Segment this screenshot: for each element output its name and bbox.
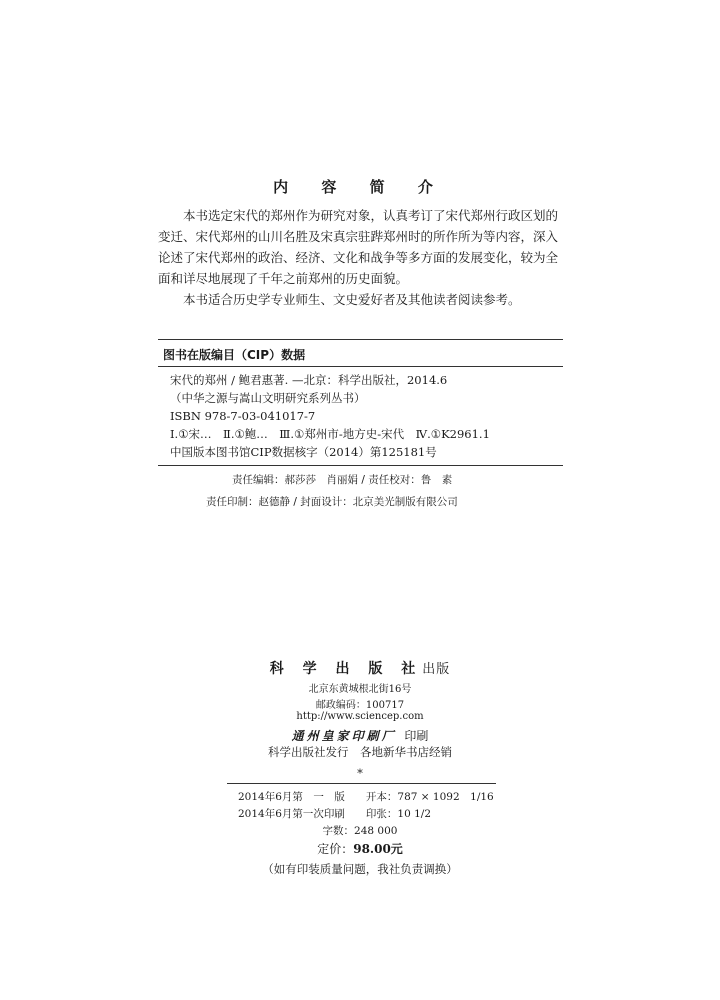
edition-info: 2014年6月第 一 版 开本：787 × 1092 1/16: [238, 791, 494, 803]
quality-notice: （如有印装质量问题，我社负责调换）: [262, 862, 458, 876]
summary-line: 变迁、宋代郑州的山川名胜及宋真宗驻跸郑州时的所作所为等内容，深入: [158, 229, 559, 244]
cip-line-classification: Ⅰ.①宋… Ⅱ.①鲍… Ⅲ.①郑州市-地方史-宋代 Ⅳ.①K2961.1: [170, 427, 490, 441]
printer-name: 通州皇家印刷厂: [291, 729, 397, 743]
summary-line: 本书适合历史学专业师生、文史爱好者及其他读者阅读参考。: [183, 292, 521, 307]
summary-line: 面和详尽地展现了千年之前郑州的历史面貌。: [158, 271, 409, 286]
cip-bottom-rule: [158, 465, 563, 466]
production-credits: 责任印制：赵德静 / 封面设计：北京美光制版有限公司: [206, 496, 458, 508]
cip-top-rule: [158, 339, 563, 340]
publisher-role: 出版: [422, 662, 451, 677]
cip-line-record-number: 中国版本图书馆CIP数据核字（2014）第125181号: [170, 445, 437, 459]
separator-star: *: [357, 766, 363, 780]
word-count: 字数：248 000: [322, 825, 398, 837]
summary-paragraph-1: [158, 205, 563, 289]
price-value: 98.00元: [353, 842, 403, 856]
cip-heading-rule: [158, 366, 563, 367]
printer-role: 印刷: [404, 729, 429, 743]
summary-line: 论述了宋代郑州的政治、经济、文化和战争等多方面的发展变化，较为全: [158, 250, 559, 265]
postcode: 邮政编码：100717: [315, 700, 405, 711]
distribution: 科学出版社发行 各地新华书店经销: [268, 745, 452, 759]
publisher-line: [0, 658, 720, 678]
editor-credits: 责任编辑：郝莎莎 肖丽娟 / 责任校对：鲁 素: [232, 474, 453, 486]
cip-line-title: 宋代的郑州 / 鲍君惠著. —北京：科学出版社，2014.6: [170, 373, 448, 387]
printer-line: [0, 727, 720, 744]
cip-heading: 图书在版编目（CIP）数据: [163, 348, 306, 362]
summary-line: 本书选定宋代的郑州作为研究对象，认真考订了宋代郑州行政区划的: [183, 208, 559, 223]
cip-line-series: （中华之源与嵩山文明研究系列丛书）: [170, 391, 366, 405]
price: [0, 840, 720, 857]
publisher-name: 科 学 出 版 社: [269, 661, 423, 677]
summary-title: 内 容 简 介: [273, 178, 447, 196]
website: http://www.sciencep.com: [296, 711, 424, 722]
publisher-address: 北京东黄城根北街16号: [308, 684, 412, 695]
imprint-rule: [227, 783, 496, 784]
cip-line-isbn: ISBN 978-7-03-041017-7: [170, 409, 316, 423]
summary-paragraph-2: [158, 289, 563, 310]
printing-info: 2014年6月第一次印刷 印张：10 1/2: [238, 808, 431, 820]
price-label: 定价：: [317, 842, 354, 856]
